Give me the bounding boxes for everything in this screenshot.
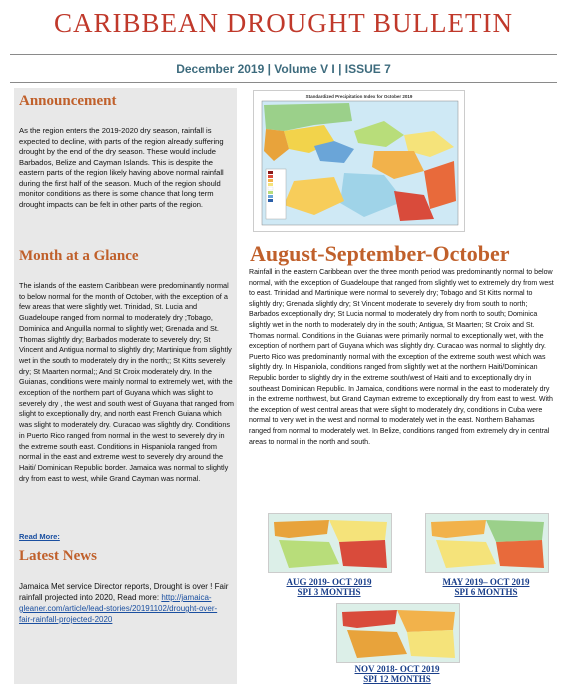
spi-3-caption-line2: SPI 3 MONTHS — [297, 587, 361, 597]
spi-3-month-caption[interactable] — [262, 577, 396, 597]
news-body: Jamaica Met service Director reports, Drought is over ! Fair rainfall projected into 2020, Read more: — [19, 582, 229, 602]
spi-6-map-graphic — [426, 514, 548, 572]
spi-12-month-caption[interactable] — [330, 664, 464, 684]
news-link[interactable]: http://jamaica-gleaner.com/article/lead-stories/20191102/drought-over-fair-rainfall-projected-2020 — [19, 593, 218, 624]
spi-12-caption-line1: NOV 2018- OCT 2019 — [354, 664, 440, 674]
spi-3-month-map[interactable] — [268, 513, 392, 573]
period-heading: August-September-October — [250, 241, 510, 266]
bulletin-title: CARIBBEAN DROUGHT BULLETIN — [54, 8, 513, 38]
issue-info: December 2019 | Volume V I | ISSUE 7 — [176, 62, 391, 76]
read-more-link[interactable]: Read More: — [19, 532, 60, 541]
glance-text: The islands of the eastern Caribbean were predominantly normal to below normal for the month of October, with the exception of a few areas that were slightly wet. Trinidad, St. Lucia and Guadeloupe ranged from normal to moderately dry ;Tobago, Dominica and Anguilla normal to slightly wet; Grenada and St. Thomas slightly dry; Barbados moderate to severely dry; St Vincent and Antigua normal to slightly dry; Martinique from slightly wet in the south to moderately dry in the north;; St Kitts severely dry; St Maarten normal;; And St Croix moderately dry. In the Guianas, conditions were mainly normal to extremely wet, with the exception of the northern part of Guyana which was slight to severely dry , the west and south west of Guyana that ranged from slight to exceptionally dry, and north east French Guiana which was slight to moderately dry. Curacao was slightly dry. Conditions in Puerto Rico ranged from normal in the west to severely dry in the extreme south east. Conditions in Hispaniola ranged from normal in the east and extreme west to severely dry around the Haiti/ Dominican Republic border. Jamaica was normal to slightly dry from east to west, while Grand Cayman was normal. — [19, 281, 234, 483]
spi-12-map-graphic — [337, 604, 459, 662]
announcement-text: As the region enters the 2019-2020 dry season, rainfall is expected to decline, with parts of the region already suffering drought by the end of the dry season. These would include Barbados, Belize and Cayman Islands. This is despite the eastern parts of the region likely having above normal rainfall during the first half of the season. Much of the region should monitor conditions as there is some chance that long term drought impacts can be felt in other parts of the region. — [19, 126, 224, 209]
spi-12-month-map[interactable] — [336, 603, 460, 663]
spi-12-caption-line2: SPI 12 MONTHS — [363, 674, 431, 684]
spi-6-caption-line1: MAY 2019– OCT 2019 — [442, 577, 530, 587]
period-body-text: Rainfall in the eastern Caribbean over the three month period was predominantly normal to below normal, with the exception of Guadeloupe that ranged from slightly wet to extremely dry from west to east. Trinidad and Martinique were normal to severely dry; Tobago and St Kitts normal to slightly dry; Grenada slightly dry; St Vincent moderate to severely dry from south to north; Barbados exceptionally dry; St Lucia normal to moderately dry from north to south; Dominica slightly wet in the north to moderately dry in the south; Antigua, St Maarten; St Croix and St. Thomas normal. Conditions in the Guianas were primarily normal to exceptionally wet, with the exception of northern part of Guyana which was slightly dry. Curacao was normal to slightly dry. Puerto Rico was predominantly normal with the exception of the extreme south west which was slightly dry. In Hispaniola, conditions ranged from slightly wet at the northern Haiti/Dominican Republic border to slightly dry in the extreme south/west of Haiti and to exceptionally dry in southeast Dominican Republic. In Jamaica, conditions were normal in the east to moderately dry in the extreme northwest, but Grand Cayman extreme to exceptionally dry from east to west. With the exception of west central areas that were slight to moderately dry, conditions in Cuba were normal to very wet in the west and normal to moderately wet in the east. Northern Bahamas ranged from normal to moderately wet. In Belize, conditions ranged from extremely dry in central areas to normal in the north and south. — [249, 269, 554, 446]
spi-map-graphic — [254, 91, 464, 231]
glance-heading: Month at a Glance — [19, 248, 139, 264]
header-divider-top — [10, 54, 557, 55]
map-title: Standardized Precipitation Index for October 2019 — [305, 94, 413, 99]
header-divider-bottom — [10, 82, 557, 83]
announcement-heading: Announcement — [19, 93, 117, 109]
spi-3-map-graphic — [269, 514, 391, 572]
spi-6-month-map[interactable] — [425, 513, 549, 573]
news-heading: Latest News — [19, 548, 97, 564]
news-text — [19, 581, 229, 625]
spi-3-caption-line1: AUG 2019- OCT 2019 — [286, 577, 372, 587]
spi-6-caption-line2: SPI 6 MONTHS — [454, 587, 518, 597]
spi-map-october — [253, 90, 465, 232]
spi-6-month-caption[interactable] — [419, 577, 553, 597]
